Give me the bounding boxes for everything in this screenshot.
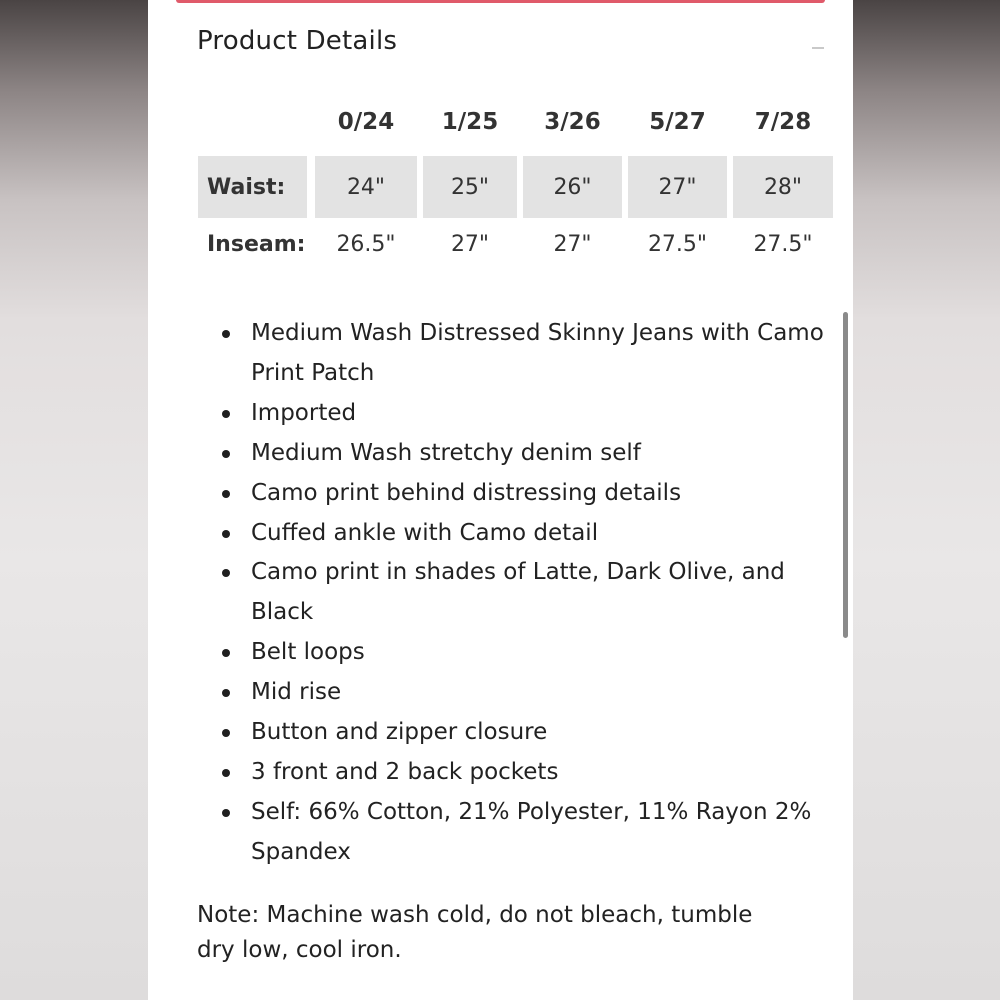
- feature-item: Self: 66% Cotton, 21% Polyester, 11% Rayon 2% Spandex: [251, 793, 851, 873]
- feature-item: 3 front and 2 back pockets: [251, 753, 851, 793]
- feature-item: Camo print in shades of Latte, Dark Olive, and Black: [251, 553, 851, 633]
- accent-strip: [176, 0, 825, 3]
- inseam-value: 27.5": [753, 231, 813, 257]
- inseam-label: Inseam:: [207, 231, 306, 257]
- waist-value: 26": [523, 156, 622, 218]
- feature-item: Button and zipper closure: [251, 713, 851, 753]
- section-title: Product Details: [197, 26, 398, 56]
- care-note: Note: Machine wash cold, do not bleach, tumble dry low, cool iron.: [197, 902, 753, 963]
- feature-item: Medium Wash stretchy denim self: [251, 434, 851, 474]
- minus-icon[interactable]: [812, 47, 824, 49]
- feature-list: [208, 314, 851, 873]
- left-backdrop: [0, 0, 148, 1000]
- waist-row: [198, 156, 898, 218]
- feature-item: Medium Wash Distressed Skinny Jeans with Camo Print Patch: [251, 314, 851, 394]
- right-backdrop: [853, 0, 1000, 1000]
- waist-value: 27": [628, 156, 727, 218]
- waist-value: 24": [315, 156, 417, 218]
- size-header-row: [198, 104, 898, 140]
- waist-value: 25": [423, 156, 517, 218]
- size-header: 5/27: [649, 109, 706, 135]
- size-header: 1/25: [441, 109, 499, 135]
- product-details-panel: [148, 0, 853, 1000]
- size-header: 7/28: [754, 109, 812, 135]
- size-chart-table: [198, 104, 813, 274]
- header-corner: [198, 104, 307, 140]
- feature-item: Imported: [251, 394, 851, 434]
- waist-label: Waist:: [198, 156, 307, 218]
- scrollbar-thumb[interactable]: [843, 312, 848, 638]
- inseam-value: 27.5": [647, 231, 708, 257]
- inseam-value: 27": [450, 231, 490, 257]
- inseam-value: 26.5": [336, 231, 396, 257]
- inseam-row: [198, 222, 898, 266]
- feature-item: Belt loops: [251, 633, 851, 673]
- inseam-value: 27": [553, 231, 592, 257]
- feature-item: Cuffed ankle with Camo detail: [251, 514, 851, 554]
- feature-item: Camo print behind distressing details: [251, 474, 851, 514]
- waist-value: 28": [733, 156, 833, 218]
- size-header: 0/24: [337, 109, 395, 135]
- size-header: 3/26: [544, 109, 601, 135]
- feature-item: Mid rise: [251, 673, 851, 713]
